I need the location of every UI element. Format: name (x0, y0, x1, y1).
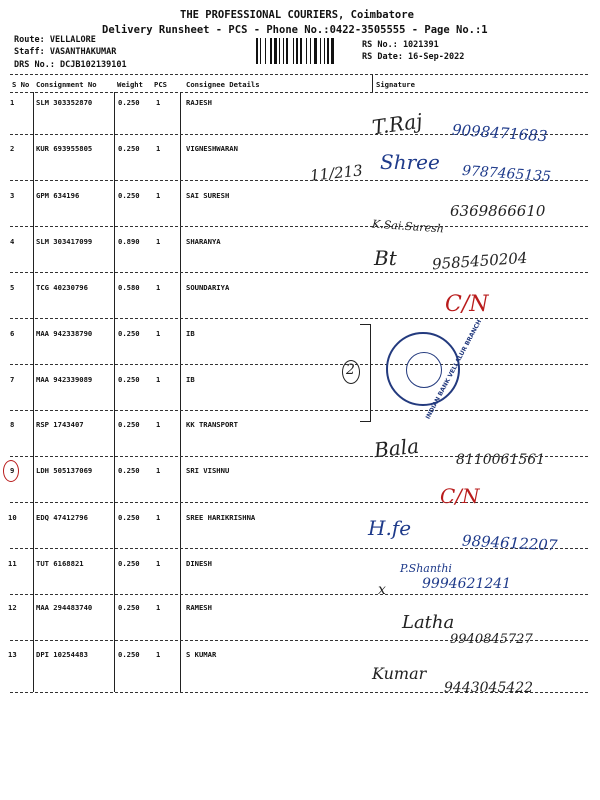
row-consignment: EDQ 47412796 (36, 513, 88, 522)
row-consignment: DPI 10254483 (36, 650, 88, 659)
col-header-pcs: PCS (154, 80, 167, 89)
phone-row-8: 8110061561 (456, 452, 546, 468)
row-weight: 0.250 (118, 329, 140, 338)
row-pcs: 1 (156, 98, 161, 107)
barcode-bar (314, 38, 317, 64)
barcode-bar (260, 38, 261, 64)
col-header-sno: S No (12, 80, 30, 89)
row-pcs: 1 (156, 191, 161, 200)
barcode-bar (293, 38, 294, 64)
row-rule (10, 502, 588, 503)
col-header-consignment: Consignment No (36, 80, 97, 89)
row-rule (10, 364, 588, 365)
signature-cross-11: x (378, 582, 386, 598)
row-consignee: SRI VISHNU (186, 466, 230, 475)
route-label: Route: VELLALORE (14, 35, 96, 45)
cn-mark-row-5: C/N (445, 292, 489, 317)
row-weight: 0.250 (118, 144, 140, 153)
signature-row-11: P.Shanthi (400, 562, 452, 575)
row-consignee: KK TRANSPORT (186, 420, 238, 429)
signature-row-13: Kumar (372, 664, 427, 683)
cn-mark-row-9: C/N (440, 484, 480, 508)
row-consignment: TCG 40230796 (36, 283, 88, 292)
table-top-rule (10, 74, 588, 75)
row-consignment: MAA 942338790 (36, 329, 93, 338)
barcode-bar (331, 38, 334, 64)
phone-row-3: 6369866610 (450, 202, 546, 220)
row-pcs: 1 (156, 144, 161, 153)
row-pcs: 1 (156, 513, 161, 522)
row-pcs: 1 (156, 237, 161, 246)
barcode-bar (306, 38, 307, 64)
col-separator (180, 92, 181, 692)
document-title: THE PROFESSIONAL COURIERS, Coimbatore (180, 9, 414, 21)
row-consignee: IB (186, 329, 195, 338)
signature-row-4: Bt (374, 246, 397, 270)
row-pcs: 1 (156, 283, 161, 292)
row-sno: 5 (10, 283, 15, 292)
row-weight: 0.250 (118, 650, 140, 659)
col-separator (372, 75, 373, 92)
row-consignee: IB (186, 375, 195, 384)
col-separator (33, 92, 34, 692)
row-rule (10, 318, 588, 319)
row-consignment: MAA 294483740 (36, 603, 93, 612)
row-consignee: SAI SURESH (186, 191, 230, 200)
barcode-bar (320, 38, 321, 64)
row-sno: 1 (10, 98, 15, 107)
barcode-bar (296, 38, 298, 64)
barcode-bar (265, 38, 266, 64)
row-pcs: 1 (156, 650, 161, 659)
row-weight: 0.250 (118, 98, 140, 107)
row-rule (10, 410, 588, 411)
row-sno: 9 (10, 466, 15, 475)
barcode-bar (256, 38, 258, 64)
col-header-signature: Signature (376, 80, 415, 89)
row-consignee: RAMESH (186, 603, 212, 612)
bracket-rows-6-7 (360, 324, 371, 422)
row-pcs: 1 (156, 559, 161, 568)
row-consignee: SOUNDARIYA (186, 283, 230, 292)
bracket-count: 2 (346, 362, 355, 378)
row-consignment: KUR 693955805 (36, 144, 93, 153)
bank-stamp (386, 318, 484, 421)
row-consignee: SHARANYA (186, 237, 221, 246)
barcode-bar (279, 38, 280, 64)
row-pcs: 1 (156, 603, 161, 612)
signature-row-12: Latha (402, 612, 455, 633)
col-header-consignee: Consignee Details (186, 80, 260, 89)
row-consignment: SLM 303352870 (36, 98, 93, 107)
row-sno: 13 (8, 650, 17, 659)
row-sno: 8 (10, 420, 15, 429)
note-row-2: 11/213 (309, 161, 364, 185)
barcode (256, 38, 356, 64)
row-consignment: RSP 1743407 (36, 420, 84, 429)
signature-row-8: Bala (372, 433, 421, 463)
row-pcs: 1 (156, 420, 161, 429)
document-subtitle: Delivery Runsheet - PCS - Phone No.:0422-3505555 - Page No.:1 (102, 24, 488, 36)
phone-row-2: 9787465135 (461, 162, 552, 186)
row-sno: 12 (8, 603, 17, 612)
row-consignee: S KUMAR (186, 650, 217, 659)
row-sno: 3 (10, 191, 15, 200)
col-header-weight: Weight (117, 80, 143, 89)
row-sno: 2 (10, 144, 15, 153)
row-sno: 4 (10, 237, 15, 246)
signature-row-3: K.Sai.Suresh (371, 217, 445, 236)
row-consignee: SREE HARIKRISHNA (186, 513, 256, 522)
phone-row-13: 9443045422 (444, 680, 534, 696)
row-consignee: RAJESH (186, 98, 212, 107)
row-sno: 6 (10, 329, 15, 338)
row-consignment: TUT 6168821 (36, 559, 84, 568)
barcode-bar (274, 38, 277, 64)
barcode-bar (324, 38, 325, 64)
phone-row-10: 9894612207 (461, 531, 558, 555)
row-weight: 0.890 (118, 237, 140, 246)
row-sno: 7 (10, 375, 15, 384)
stamp-inner-ring (406, 352, 442, 388)
row-consignee: VIGNESHWARAN (186, 144, 238, 153)
rs-number: RS No.: 1021391 (362, 40, 439, 50)
row-sno: 11 (8, 559, 17, 568)
stamp-text: INDIAN BANK VELLALUR BRANCH (424, 318, 484, 421)
row-sno: 10 (8, 513, 17, 522)
phone-row-11: 9994621241 (422, 576, 512, 592)
phone-row-4: 9585450204 (431, 248, 528, 274)
row-weight: 0.250 (118, 420, 140, 429)
barcode-bar (270, 38, 272, 64)
barcode-bar (310, 38, 311, 64)
row-pcs: 1 (156, 329, 161, 338)
row-weight: 0.250 (118, 559, 140, 568)
barcode-bar (327, 38, 329, 64)
staff-label: Staff: VASANTHAKUMAR (14, 47, 117, 57)
row-weight: 0.580 (118, 283, 140, 292)
row-pcs: 1 (156, 375, 161, 384)
signature-row-1: T.Raj (370, 108, 424, 140)
row-9-mark-circle (3, 460, 19, 482)
row-consignment: SLM 303417099 (36, 237, 93, 246)
rs-date: RS Date: 16-Sep-2022 (362, 52, 465, 62)
row-weight: 0.250 (118, 191, 140, 200)
row-weight: 0.250 (118, 603, 140, 612)
barcode-bar (286, 38, 288, 64)
row-consignment: MAA 942339089 (36, 375, 93, 384)
row-rule (10, 594, 588, 595)
row-consignee: DINESH (186, 559, 212, 568)
row-weight: 0.250 (118, 375, 140, 384)
barcode-bar (283, 38, 284, 64)
col-separator (114, 92, 115, 692)
drs-number: DRS No.: DCJB102139101 (14, 60, 127, 70)
signature-row-2: Shree (380, 150, 440, 174)
row-consignment: LDH 505137069 (36, 466, 93, 475)
row-consignment: GPM 634196 (36, 191, 80, 200)
row-pcs: 1 (156, 466, 161, 475)
phone-row-1: 9098471683 (451, 120, 548, 146)
barcode-bar (300, 38, 302, 64)
header-rule (10, 92, 588, 93)
signature-row-10: H.fe (368, 516, 412, 540)
row-weight: 0.250 (118, 513, 140, 522)
row-rule (10, 272, 588, 273)
row-weight: 0.250 (118, 466, 140, 475)
row-rule (10, 226, 588, 227)
phone-row-12: 9940845727 (450, 632, 533, 647)
